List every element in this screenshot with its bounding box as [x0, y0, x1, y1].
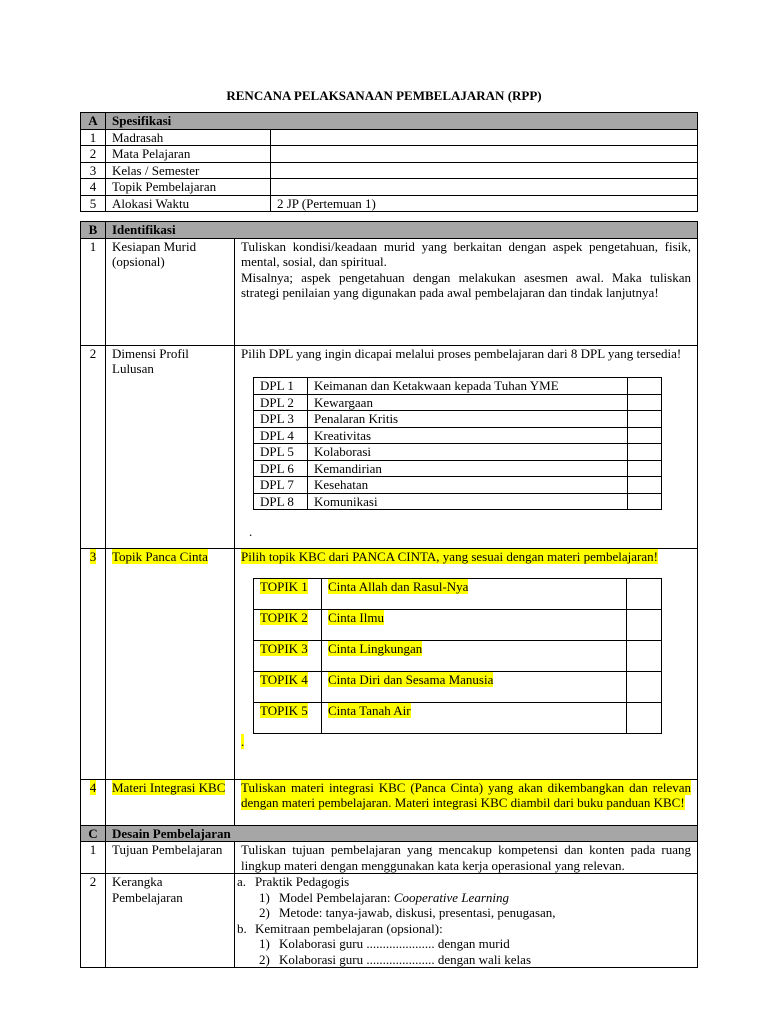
list-item: 1) Model Pembelajaran: Cooperative Learning	[259, 889, 509, 905]
trailing-dot: .	[249, 524, 253, 539]
row-number: 2	[81, 345, 106, 548]
list-item: 1) Kolaborasi guru ..................... dengan murid	[259, 936, 510, 951]
dpl-code: DPL 1	[254, 378, 308, 395]
topik-name: Cinta Tanah Air	[322, 703, 627, 734]
section-a-header	[81, 113, 698, 130]
table-row	[81, 779, 698, 825]
dpl-check-cell[interactable]	[628, 444, 662, 461]
table-row	[254, 641, 662, 672]
dpl-code: DPL 6	[254, 460, 308, 477]
field-value[interactable]	[271, 129, 698, 146]
table-row	[254, 477, 662, 494]
row-number: 4	[81, 179, 106, 196]
field-value[interactable]	[271, 179, 698, 196]
table-row	[81, 548, 698, 779]
dpl-name: Kolaborasi	[308, 444, 628, 461]
instruction-text: Pilih topik KBC dari PANCA CINTA, yang sesuai dengan materi pembelajaran!	[241, 548, 658, 564]
section-c-header	[81, 825, 698, 842]
topik-name: Cinta Ilmu	[322, 610, 627, 641]
dpl-check-cell[interactable]	[628, 460, 662, 477]
topik-code: TOPIK 5	[254, 703, 322, 734]
table-row	[81, 162, 698, 179]
table-row	[81, 179, 698, 196]
row-number: 1	[81, 238, 106, 345]
row-number: 5	[81, 195, 106, 212]
dpl-code: DPL 3	[254, 411, 308, 428]
section-heading: Desain Pembelajaran	[106, 825, 698, 842]
field-label: Kerangka Pembelajaran	[106, 874, 235, 968]
materi-kbc-content[interactable]: Tuliskan materi integrasi KBC (Panca Cinta) yang akan dikembangkan dan relevan dengan materi pembelajaran. Materi integrasi KBC diambil dari buku panduan KBC!	[235, 779, 698, 825]
field-label: Kelas / Semester	[106, 162, 271, 179]
row-number: 3	[81, 548, 106, 779]
dpl-code: DPL 5	[254, 444, 308, 461]
dpl-name: Penalaran Kritis	[308, 411, 628, 428]
instruction-text: Misalnya; aspek pengetahuan dengan melakukan asesmen awal. Maka tuliskan strategi penilaian yang digunakan pada awal pembelajaran dan tindak lanjutnya!	[241, 269, 691, 300]
topik-check-cell[interactable]	[627, 579, 662, 610]
table-row	[254, 460, 662, 477]
dpl-name: Kreativitas	[308, 427, 628, 444]
field-label: Materi Integrasi KBC	[106, 779, 235, 825]
dpl-check-cell[interactable]	[628, 411, 662, 428]
field-label: Topik Pembelajaran	[106, 179, 271, 196]
table-row	[81, 195, 698, 212]
dpl-name: Komunikasi	[308, 493, 628, 510]
field-value[interactable]	[271, 162, 698, 179]
topik-code: TOPIK 2	[254, 610, 322, 641]
topik-name: Cinta Diri dan Sesama Manusia	[322, 672, 627, 703]
table-row	[254, 703, 662, 734]
dpl-code: DPL 2	[254, 394, 308, 411]
dpl-name: Kewargaan	[308, 394, 628, 411]
table-row	[254, 493, 662, 510]
kesiapan-murid-content[interactable]	[235, 238, 698, 345]
section-heading: Identifikasi	[106, 222, 698, 239]
list-item: 2) Kolaborasi guru ..................... dengan wali kelas	[259, 951, 532, 967]
dpl-code: DPL 4	[254, 427, 308, 444]
identifikasi-desain-table	[80, 221, 698, 968]
field-label: Topik Panca Cinta	[106, 548, 235, 779]
field-value[interactable]: 2 JP (Pertemuan 1)	[271, 195, 698, 212]
topik-check-cell[interactable]	[627, 641, 662, 672]
table-row	[81, 874, 698, 968]
section-letter: B	[81, 222, 106, 239]
topik-name: Cinta Lingkungan	[322, 641, 627, 672]
table-row	[254, 394, 662, 411]
tujuan-pembelajaran-content[interactable]: Tuliskan tujuan pembelajaran yang mencakup kompetensi dan konten pada ruang lingkup materi dengan menggunakan kata kerja operasional yang relevan.	[235, 842, 698, 874]
page-title: RENCANA PELAKSANAAN PEMBELAJARAN (RPP)	[226, 88, 542, 103]
table-row	[254, 411, 662, 428]
dpl-name: Keimanan dan Ketakwaan kepada Tuhan YME	[308, 378, 628, 395]
section-letter: C	[81, 825, 106, 842]
table-row	[254, 444, 662, 461]
section-letter: A	[81, 113, 106, 130]
table-row	[81, 129, 698, 146]
dpl-check-cell[interactable]	[628, 477, 662, 494]
list-item: b. Kemitraan pembelajaran (opsional):	[237, 920, 443, 936]
list-item: 2) Metode: tanya-jawab, diskusi, presentasi, penugasan,	[259, 905, 556, 920]
field-label: Tujuan Pembelajaran	[106, 842, 235, 874]
row-number: 1	[81, 842, 106, 874]
dpl-check-cell[interactable]	[628, 394, 662, 411]
kerangka-pembelajaran-content[interactable]	[235, 874, 698, 968]
dpl-check-cell[interactable]	[628, 493, 662, 510]
dpl-code: DPL 8	[254, 493, 308, 510]
table-row	[254, 427, 662, 444]
table-row	[254, 610, 662, 641]
list-item: a. Praktik Pedagogis	[237, 874, 350, 889]
dpl-check-cell[interactable]	[628, 427, 662, 444]
dpl-table	[253, 377, 662, 510]
field-label: Alokasi Waktu	[106, 195, 271, 212]
field-label: Madrasah	[106, 129, 271, 146]
table-row	[254, 579, 662, 610]
table-row	[254, 378, 662, 395]
topik-code: TOPIK 3	[254, 641, 322, 672]
table-row	[81, 146, 698, 163]
row-number: 3	[81, 162, 106, 179]
table-row	[254, 672, 662, 703]
dpl-check-cell[interactable]	[628, 378, 662, 395]
table-row	[81, 842, 698, 874]
field-label: Dimensi Profil Lulusan	[106, 345, 235, 548]
dpl-name: Kesehatan	[308, 477, 628, 494]
trailing-dot: .	[241, 734, 245, 749]
dpl-code: DPL 7	[254, 477, 308, 494]
row-number: 4	[81, 779, 106, 825]
topik-code: TOPIK 1	[254, 579, 322, 610]
table-row	[81, 238, 698, 345]
field-label: Mata Pelajaran	[106, 146, 271, 163]
table-row	[81, 345, 698, 548]
field-label: Kesiapan Murid (opsional)	[106, 238, 235, 345]
section-heading: Spesifikasi	[106, 113, 698, 130]
row-number: 1	[81, 129, 106, 146]
topik-table	[253, 578, 662, 734]
dpl-content	[235, 345, 698, 548]
instruction-text: Pilih DPL yang ingin dicapai melalui proses pembelajaran dari 8 DPL yang tersedia!	[241, 345, 682, 361]
instruction-text: Tuliskan kondisi/keadaan murid yang berkaitan dengan aspek pengetahuan, fisik, mental, sosial, dan spiritual.	[241, 238, 691, 269]
spesifikasi-table	[80, 112, 698, 212]
topik-check-cell[interactable]	[627, 610, 662, 641]
topik-check-cell[interactable]	[627, 703, 662, 734]
topik-code: TOPIK 4	[254, 672, 322, 703]
topik-check-cell[interactable]	[627, 672, 662, 703]
section-b-header	[81, 222, 698, 239]
field-value[interactable]	[271, 146, 698, 163]
topik-name: Cinta Allah dan Rasul-Nya	[322, 579, 627, 610]
row-number: 2	[81, 146, 106, 163]
dpl-name: Kemandirian	[308, 460, 628, 477]
row-number: 2	[81, 874, 106, 968]
panca-cinta-content	[235, 548, 698, 779]
